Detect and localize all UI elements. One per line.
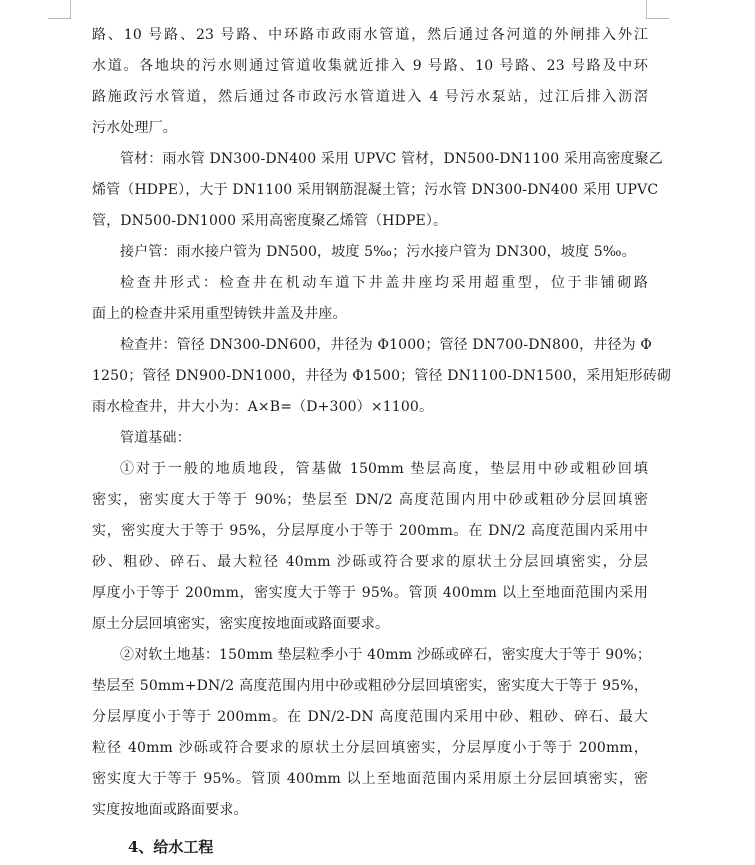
- page-corner-mark-left: [48, 0, 71, 19]
- page-corner-mark-right: [646, 0, 669, 19]
- text-line: 水道。各地块的污水则通过管道收集就近排入 9 号路、10 号路、23 号路及中环: [92, 58, 648, 74]
- text-line: 路施政污水管道，然后通过各市政污水管道进入 4 号污水泵站，过江后排入沥滘: [92, 89, 648, 105]
- soft-soil-paragraph: [92, 640, 652, 826]
- document-page: [92, 20, 672, 863]
- drainage-route-paragraph: [92, 20, 648, 144]
- text-line: 雨水检查井，井大小为：A×B=（D+300）×1100。: [92, 399, 434, 415]
- section-heading: 4、给水工程: [128, 838, 214, 856]
- text-line: 管道基础：: [120, 430, 191, 446]
- text-line: 烯管（HDPE），大于 DN1100 采用钢筋混凝土管；污水管 DN300-DN400 采用 UPVC: [92, 182, 659, 198]
- manhole-size-paragraph: [92, 330, 672, 423]
- text-line: 砂、粗砂、碎石、最大粒径 40mm 沙砾或符合要求的原状土分层回填密实，分层: [92, 554, 648, 570]
- text-line: ①对于一般的地质地段，管基做 150mm 垫层高度，垫层用中砂或粗砂回填: [120, 461, 648, 477]
- text-line: 1250；管径 DN900-DN1000，井径为 Φ1500；管径 DN1100-DN1500，采用矩形砖砌: [92, 368, 672, 384]
- house-connection-paragraph: [92, 237, 648, 268]
- manhole-type-paragraph: [92, 268, 648, 330]
- text-line: 路、10 号路、23 号路、中环路市政雨水管道，然后通过各河道的外闸排入外江: [92, 27, 648, 43]
- text-line: 污水处理厂。: [92, 120, 177, 136]
- text-line: 密实，密实度大于等于 90%；垫层至 DN/2 高度范围内用中砂或粗砂分层回填密: [92, 492, 648, 508]
- pipe-foundation-paragraph: [92, 423, 648, 454]
- text-line: 粒径 40mm 沙砾或符合要求的原状土分层回填密实，分层厚度小于等于 200mm，: [92, 740, 648, 756]
- general-soil-paragraph: [92, 454, 648, 640]
- pipe-material-paragraph: [92, 144, 663, 237]
- text-line: 管材：雨水管 DN300-DN400 采用 UPVC 管材，DN500-DN1100 采用高密度聚乙: [120, 151, 663, 167]
- text-line: 检查井：管径 DN300-DN600，井径为 Φ1000；管径 DN700-DN800，井径为 Φ: [120, 337, 652, 353]
- text-line: 密实度大于等于 95%。管顶 400mm 以上至地面范围内采用原土分层回填密实，密: [92, 771, 648, 787]
- text-line: 垫层至 50mm+DN/2 高度范围内用中砂或粗砂分层回填密实，密实度大于等于 95%，: [92, 678, 648, 694]
- text-line: 检查井形式：检查井在机动车道下井盖井座均采用超重型，位于非铺砌路: [120, 275, 648, 291]
- text-line: 管，DN500-DN1000 采用高密度聚乙烯管（HDPE）。: [92, 213, 448, 229]
- text-line: 面上的检查井采用重型铸铁井盖及井座。: [92, 306, 347, 322]
- text-line: 分层厚度小于等于 200mm。在 DN/2-DN 高度范围内采用中砂、粗砂、碎石、最大: [92, 709, 648, 725]
- text-line: 接户管：雨水接户管为 DN500，坡度 5‰；污水接户管为 DN300，坡度 5‰。: [120, 244, 636, 260]
- text-line: 实度按地面或路面要求。: [92, 802, 248, 818]
- text-line: ②对软土地基：150mm 垫层粒季小于 40mm 沙砾或碎石，密实度大于等于 90%；: [120, 647, 652, 663]
- text-line: 实，密实度大于等于 95%，分层厚度小于等于 200mm。在 DN/2 高度范围内采用中: [92, 523, 648, 539]
- text-line: 原土分层回填密实，密实度按地面或路面要求。: [92, 616, 390, 632]
- text-line: 厚度小于等于 200mm，密实度大于等于 95%。管顶 400mm 以上至地面范围内采用: [92, 585, 648, 601]
